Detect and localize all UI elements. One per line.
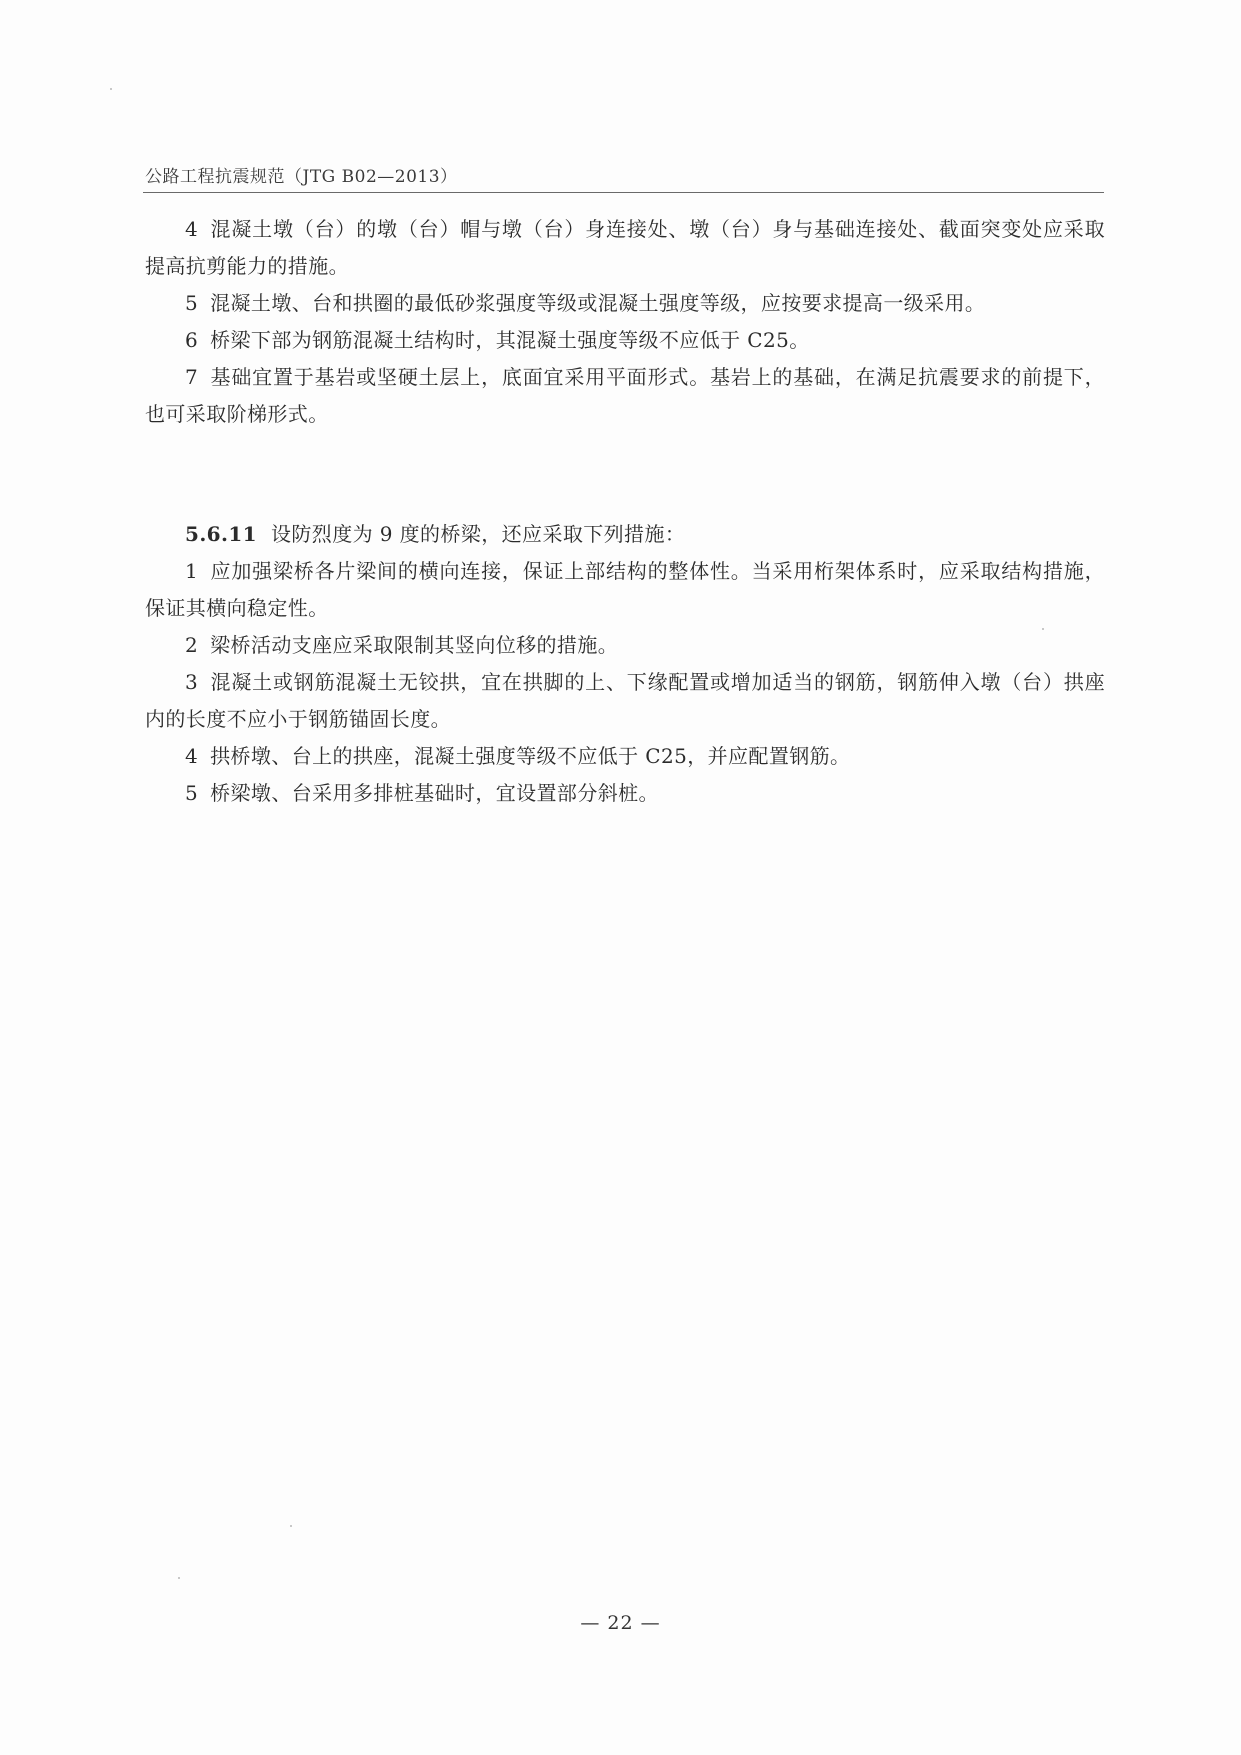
item-number: 6 <box>185 328 199 352</box>
page-number: — 22 — <box>580 1612 661 1634</box>
clause-heading <box>145 516 1105 553</box>
item-number: 5 <box>185 781 199 805</box>
clause-title: 设防烈度为 9 度的桥梁，还应采取下列措施： <box>271 522 686 546</box>
list-item <box>145 285 1105 322</box>
clause-5-6-11 <box>145 516 1105 812</box>
item-text: 混凝土墩、台和拱圈的最低砂浆强度等级或混凝土强度等级，应按要求提高一级采用。 <box>210 291 986 315</box>
item-number: 5 <box>185 291 199 315</box>
clause-continuation <box>145 211 1105 433</box>
running-header: 公路工程抗震规范（JTG B02—2013） <box>145 167 458 187</box>
item-text: 拱桥墩、台上的拱座，混凝土强度等级不应低于 C25，并应配置钢筋。 <box>210 744 851 768</box>
list-item <box>145 553 1105 627</box>
clause-number: 5.6.11 <box>185 522 257 546</box>
header-rule <box>143 192 1104 193</box>
list-item <box>145 775 1105 812</box>
item-text: 混凝土墩（台）的墩（台）帽与墩（台）身连接处、墩（台）身与基础连接处、截面突变处应采取提高抗剪能力的措施。 <box>145 217 1105 278</box>
list-item <box>145 322 1105 359</box>
scan-speck <box>1042 628 1044 630</box>
scan-speck <box>290 1525 292 1527</box>
list-item <box>145 738 1105 775</box>
list-item <box>145 627 1105 664</box>
list-item <box>145 664 1105 738</box>
item-number: 7 <box>185 365 199 389</box>
list-item <box>145 359 1105 433</box>
item-number: 1 <box>185 559 199 583</box>
item-text: 桥梁墩、台采用多排桩基础时，宜设置部分斜桩。 <box>210 781 659 805</box>
scan-speck <box>178 1577 180 1579</box>
item-number: 3 <box>185 670 199 694</box>
list-item <box>145 211 1105 285</box>
item-number: 2 <box>185 633 199 657</box>
item-number: 4 <box>185 217 199 241</box>
item-text: 混凝土或钢筋混凝土无铰拱，宜在拱脚的上、下缘配置或增加适当的钢筋，钢筋伸入墩（台）拱座内的长度不应小于钢筋锚固长度。 <box>145 670 1105 731</box>
item-number: 4 <box>185 744 199 768</box>
item-text: 梁桥活动支座应采取限制其竖向位移的措施。 <box>210 633 619 657</box>
item-text: 桥梁下部为钢筋混凝土结构时，其混凝土强度等级不应低于 C25。 <box>210 328 810 352</box>
scan-speck <box>110 88 112 90</box>
item-text: 基础宜置于基岩或坚硬土层上，底面宜采用平面形式。基岩上的基础，在满足抗震要求的前提下，也可采取阶梯形式。 <box>145 365 1105 426</box>
item-text: 应加强梁桥各片梁间的横向连接，保证上部结构的整体性。当采用桁架体系时，应采取结构措施，保证其横向稳定性。 <box>145 559 1105 620</box>
